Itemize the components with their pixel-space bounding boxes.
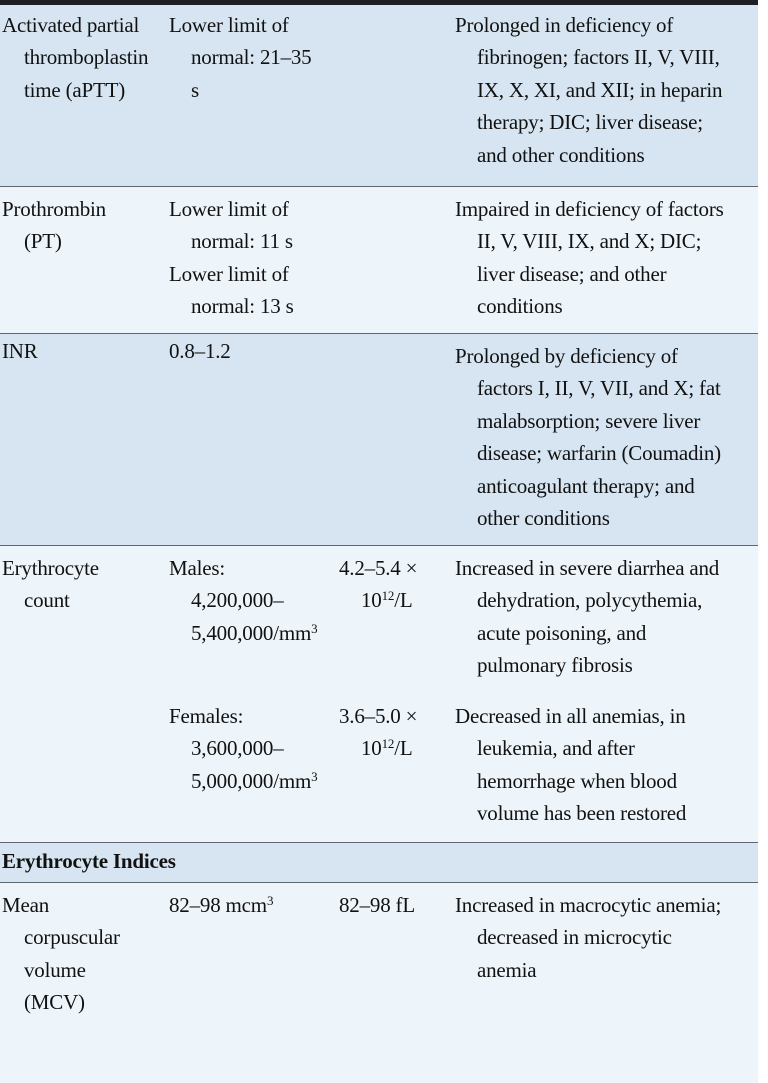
superscript: 12: [381, 736, 395, 752]
clinical-notes-cell: [455, 193, 755, 323]
text-line: Activated partial: [2, 13, 140, 37]
text-line: Decreased in all anemias, in: [455, 704, 686, 728]
text-line: anticoagulant therapy; and: [477, 473, 695, 498]
text-line: normal: 13 s: [191, 294, 294, 319]
section-heading-row: [0, 843, 758, 883]
lab-values-table: [0, 5, 758, 1083]
text-line: malabsorption; severe liver: [477, 408, 701, 433]
text-line: time (aPTT): [24, 77, 126, 102]
text-line: normal: 21–35: [191, 45, 312, 70]
text-line: 3,600,000–: [191, 736, 284, 761]
text-line: leukemia, and after: [477, 736, 635, 761]
test-name-cell: [2, 193, 167, 258]
male-conventional-units-cell: [169, 552, 339, 649]
text-fragment: 10: [361, 588, 382, 613]
male-clinical-notes-cell: [455, 552, 755, 682]
text-line: [339, 584, 451, 616]
text-line: Mean: [2, 893, 50, 917]
female-si-units-cell: [339, 700, 451, 765]
superscript: 3: [266, 893, 274, 908]
text-line: disease; warfarin (Coumadin): [477, 441, 721, 466]
text-line: Lower limit of: [169, 13, 289, 37]
text-line: dehydration, polycythemia,: [477, 588, 703, 613]
text-line: volume: [24, 957, 86, 982]
table-row-inr: [0, 334, 758, 546]
test-name-cell: [2, 552, 167, 617]
text-line: [339, 732, 451, 764]
text-line: hemorrhage when blood: [477, 768, 677, 793]
text-line: and other conditions: [477, 142, 645, 167]
text-line: acute poisoning, and: [477, 620, 647, 645]
text-line: volume has been restored: [477, 801, 687, 826]
text-line: Impaired in deficiency of factors: [455, 197, 724, 221]
text-line: [169, 765, 339, 797]
clinical-notes-cell: [455, 9, 755, 171]
text-line: count: [24, 588, 70, 613]
section-heading: Erythrocyte Indices: [2, 849, 176, 873]
table-row-aptt: [0, 5, 758, 187]
text-line: 4.2–5.4 ×: [339, 556, 418, 580]
text-fragment: 5,400,000/mm: [191, 620, 312, 645]
text-line: (MCV): [24, 990, 85, 1015]
text-line: decreased in microcytic: [477, 925, 672, 950]
male-si-units-cell: [339, 552, 451, 617]
conventional-units-cell: [169, 193, 339, 323]
clinical-notes-cell: [455, 340, 755, 534]
text-line: thromboplastin: [24, 45, 149, 70]
text-line: Males:: [169, 556, 225, 580]
text-fragment: /L: [394, 588, 413, 613]
text-line: Prolonged in deficiency of: [455, 13, 674, 37]
female-conventional-units-cell: [169, 700, 339, 797]
text-line: normal: 11 s: [191, 229, 293, 254]
text-line: Lower limit of: [169, 261, 289, 286]
table-row-pt: [0, 187, 758, 334]
text-line: anemia: [477, 957, 537, 982]
superscript: 12: [381, 588, 395, 604]
text-line: other conditions: [477, 506, 610, 531]
conventional-units-cell: [169, 335, 339, 367]
page-right-margin: [758, 0, 768, 1024]
text-line: factors I, II, V, VII, and X; fat: [477, 376, 721, 401]
text-line: corpuscular: [24, 925, 120, 950]
superscript: 3: [311, 768, 318, 784]
text-line: 82–98 fL: [339, 893, 415, 917]
text-line: Increased in severe diarrhea and: [455, 556, 720, 580]
table-row-mcv: [0, 883, 758, 1083]
text-fragment: 10: [361, 736, 382, 761]
conventional-units-cell: [169, 889, 339, 921]
conventional-units-cell: [169, 9, 339, 106]
text-line: [169, 889, 339, 921]
text-fragment: 82–98 mcm: [169, 893, 267, 917]
text-line: 3.6–5.0 ×: [339, 704, 418, 728]
clinical-notes-cell: [455, 889, 755, 986]
superscript: 3: [311, 620, 318, 636]
text-fragment: /L: [394, 736, 413, 761]
text-line: IX, X, XI, and XII; in heparin: [477, 77, 723, 102]
text-line: fibrinogen; factors II, V, VIII,: [477, 45, 720, 70]
female-clinical-notes-cell: [455, 700, 755, 830]
table-row-erythrocyte-count: [0, 546, 758, 843]
text-line: 4,200,000–: [191, 588, 284, 613]
text-line: Erythrocyte: [2, 556, 99, 580]
text-line: pulmonary fibrosis: [477, 653, 633, 678]
text-line: [169, 617, 339, 649]
test-name-cell: [2, 9, 167, 106]
text-line: Females:: [169, 704, 244, 728]
test-name-cell: [2, 335, 167, 367]
text-line: Lower limit of: [169, 197, 289, 221]
si-units-cell: [339, 889, 451, 921]
text-line: conditions: [477, 294, 563, 319]
text-line: therapy; DIC; liver disease;: [477, 110, 703, 135]
text-line: Increased in macrocytic anemia;: [455, 893, 722, 917]
text-line: (PT): [24, 229, 62, 254]
text-line: INR: [2, 339, 38, 363]
test-name-cell: [2, 889, 167, 1019]
text-line: s: [191, 77, 199, 102]
text-line: Prolonged by deficiency of: [455, 344, 678, 368]
text-fragment: 5,000,000/mm: [191, 768, 312, 793]
text-line: 0.8–1.2: [169, 339, 231, 363]
text-line: Prothrombin: [2, 197, 106, 221]
text-line: II, V, VIII, IX, and X; DIC;: [477, 229, 702, 254]
text-line: liver disease; and other: [477, 261, 667, 286]
